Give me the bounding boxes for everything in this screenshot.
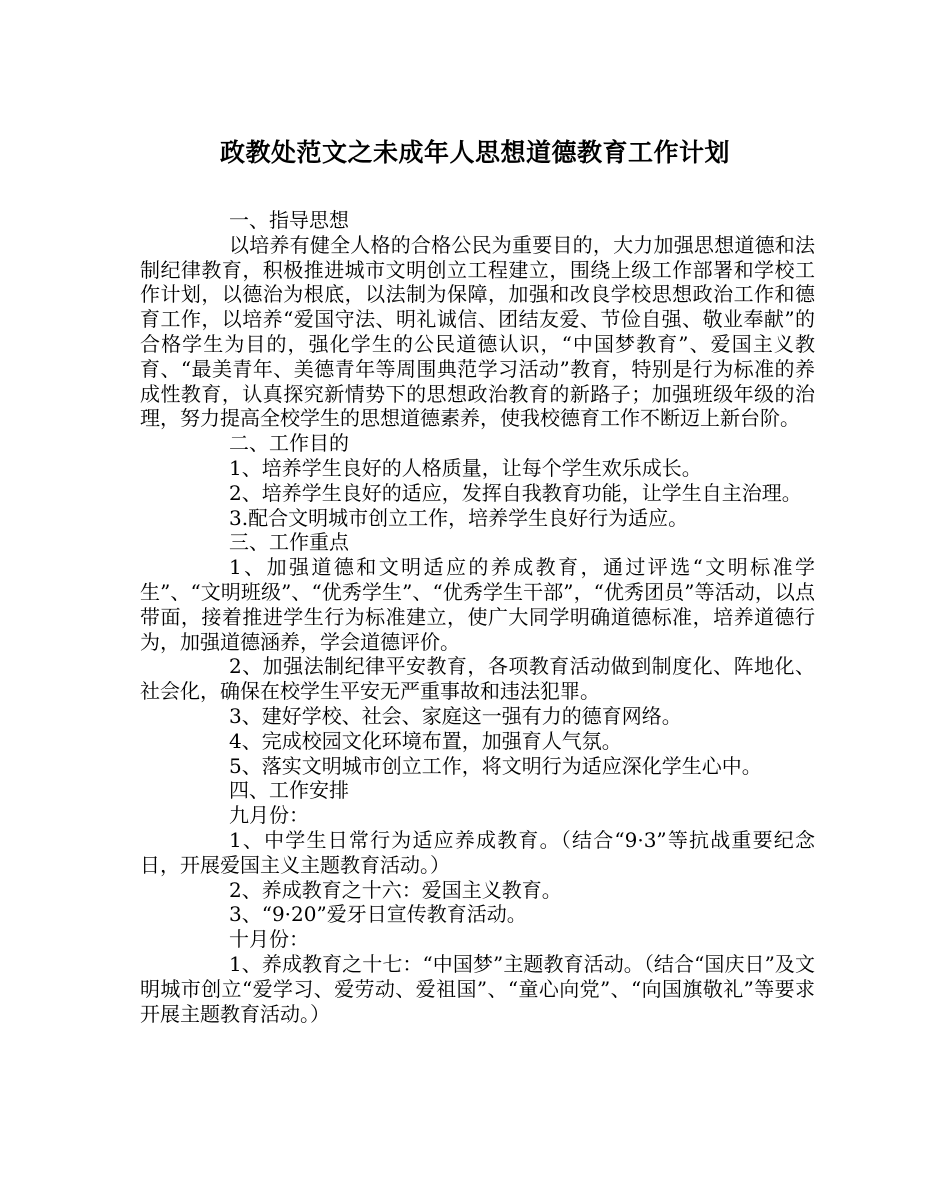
section-heading-guiding-thought: 一、指导思想 (229, 208, 349, 232)
section-heading-work-goals: 二、工作目的 (229, 431, 349, 456)
section-heading-work-focus: 三、工作重点 (229, 530, 349, 555)
paragraph-guiding-thought: 以培养有健全人格的合格公民为重要目的，大力加强思想道德和法制纪律教育，积极推进城市文明创立工程建立，围绕上级工作部署和学校工作计划，以德治为根底，以法制为保障，加强和改良学校思想政治工作和德育工作，以培养“爱国守法、明礼诚信、团结友爱、节俭自强、敬业奉献”的合格学生为目的，强化学生的公民道德认识，“中国梦教育”、爱国主义教育、“最美青年、美德青年等周围典范学习活动”教育，特别是行为标准的养成性教育，认真探究新情势下的思想政治教育的新路子；加强班级年级的治理，努力提高全校学生的思想道德素养，使我校德育工作不断迈上新台阶。 (140, 232, 815, 431)
document-title: 政教处范文之未成年人思想道德教育工作计划 (219, 138, 730, 167)
month-heading-september: 九月份： (229, 803, 309, 828)
document-body (140, 208, 815, 1026)
focus-item-4: 4、完成校园文化环境布置，加强育人气氛。 (229, 728, 622, 753)
focus-item-2: 2、加强法制纪律平安教育，各项教育活动做到制度化、阵地化、社会化，确保在校学生平安无严重事故和违法犯罪。 (140, 654, 815, 704)
goal-item-1: 1、培养学生良好的人格质量，让每个学生欢乐成长。 (229, 455, 702, 480)
september-item-3: 3、“9·20”爱牙日宣传教育活动。 (229, 902, 527, 927)
section-heading-work-schedule: 四、工作安排 (229, 778, 349, 803)
goal-item-2: 2、培养学生良好的适应，发挥自我教育功能，让学生自主治理。 (229, 480, 802, 505)
focus-item-3: 3、建好学校、社会、家庭这一强有力的德育网络。 (229, 703, 682, 728)
october-item-1: 1、养成教育之十七：“中国梦”主题教育活动。（结合“国庆日”及文明城市创立“爱学习、爱劳动、爱祖国”、“童心向党”、“向国旗敬礼”等要求开展主题教育活动。） (140, 951, 815, 1026)
month-heading-october: 十月份： (229, 927, 309, 952)
september-item-2: 2、养成教育之十六：爱国主义教育。 (229, 877, 562, 902)
focus-item-1: 1、加强道德和文明适应的养成教育，通过评选“文明标准学生”、“文明班级”、“优秀学生”、“优秀学生干部”，“优秀团员”等活动，以点带面，接着推进学生行为标准建立，使广大同学明确道德标准，培养道德行为，加强道德涵养，学会道德评价。 (140, 555, 815, 654)
goal-item-3: 3.配合文明城市创立工作，培养学生良好行为适应。 (229, 505, 689, 530)
september-item-1: 1、中学生日常行为适应养成教育。（结合“9·3”等抗战重要纪念日，开展爱国主义主题教育活动。） (140, 827, 815, 877)
focus-item-5: 5、落实文明城市创立工作，将文明行为适应深化学生心中。 (229, 753, 762, 778)
